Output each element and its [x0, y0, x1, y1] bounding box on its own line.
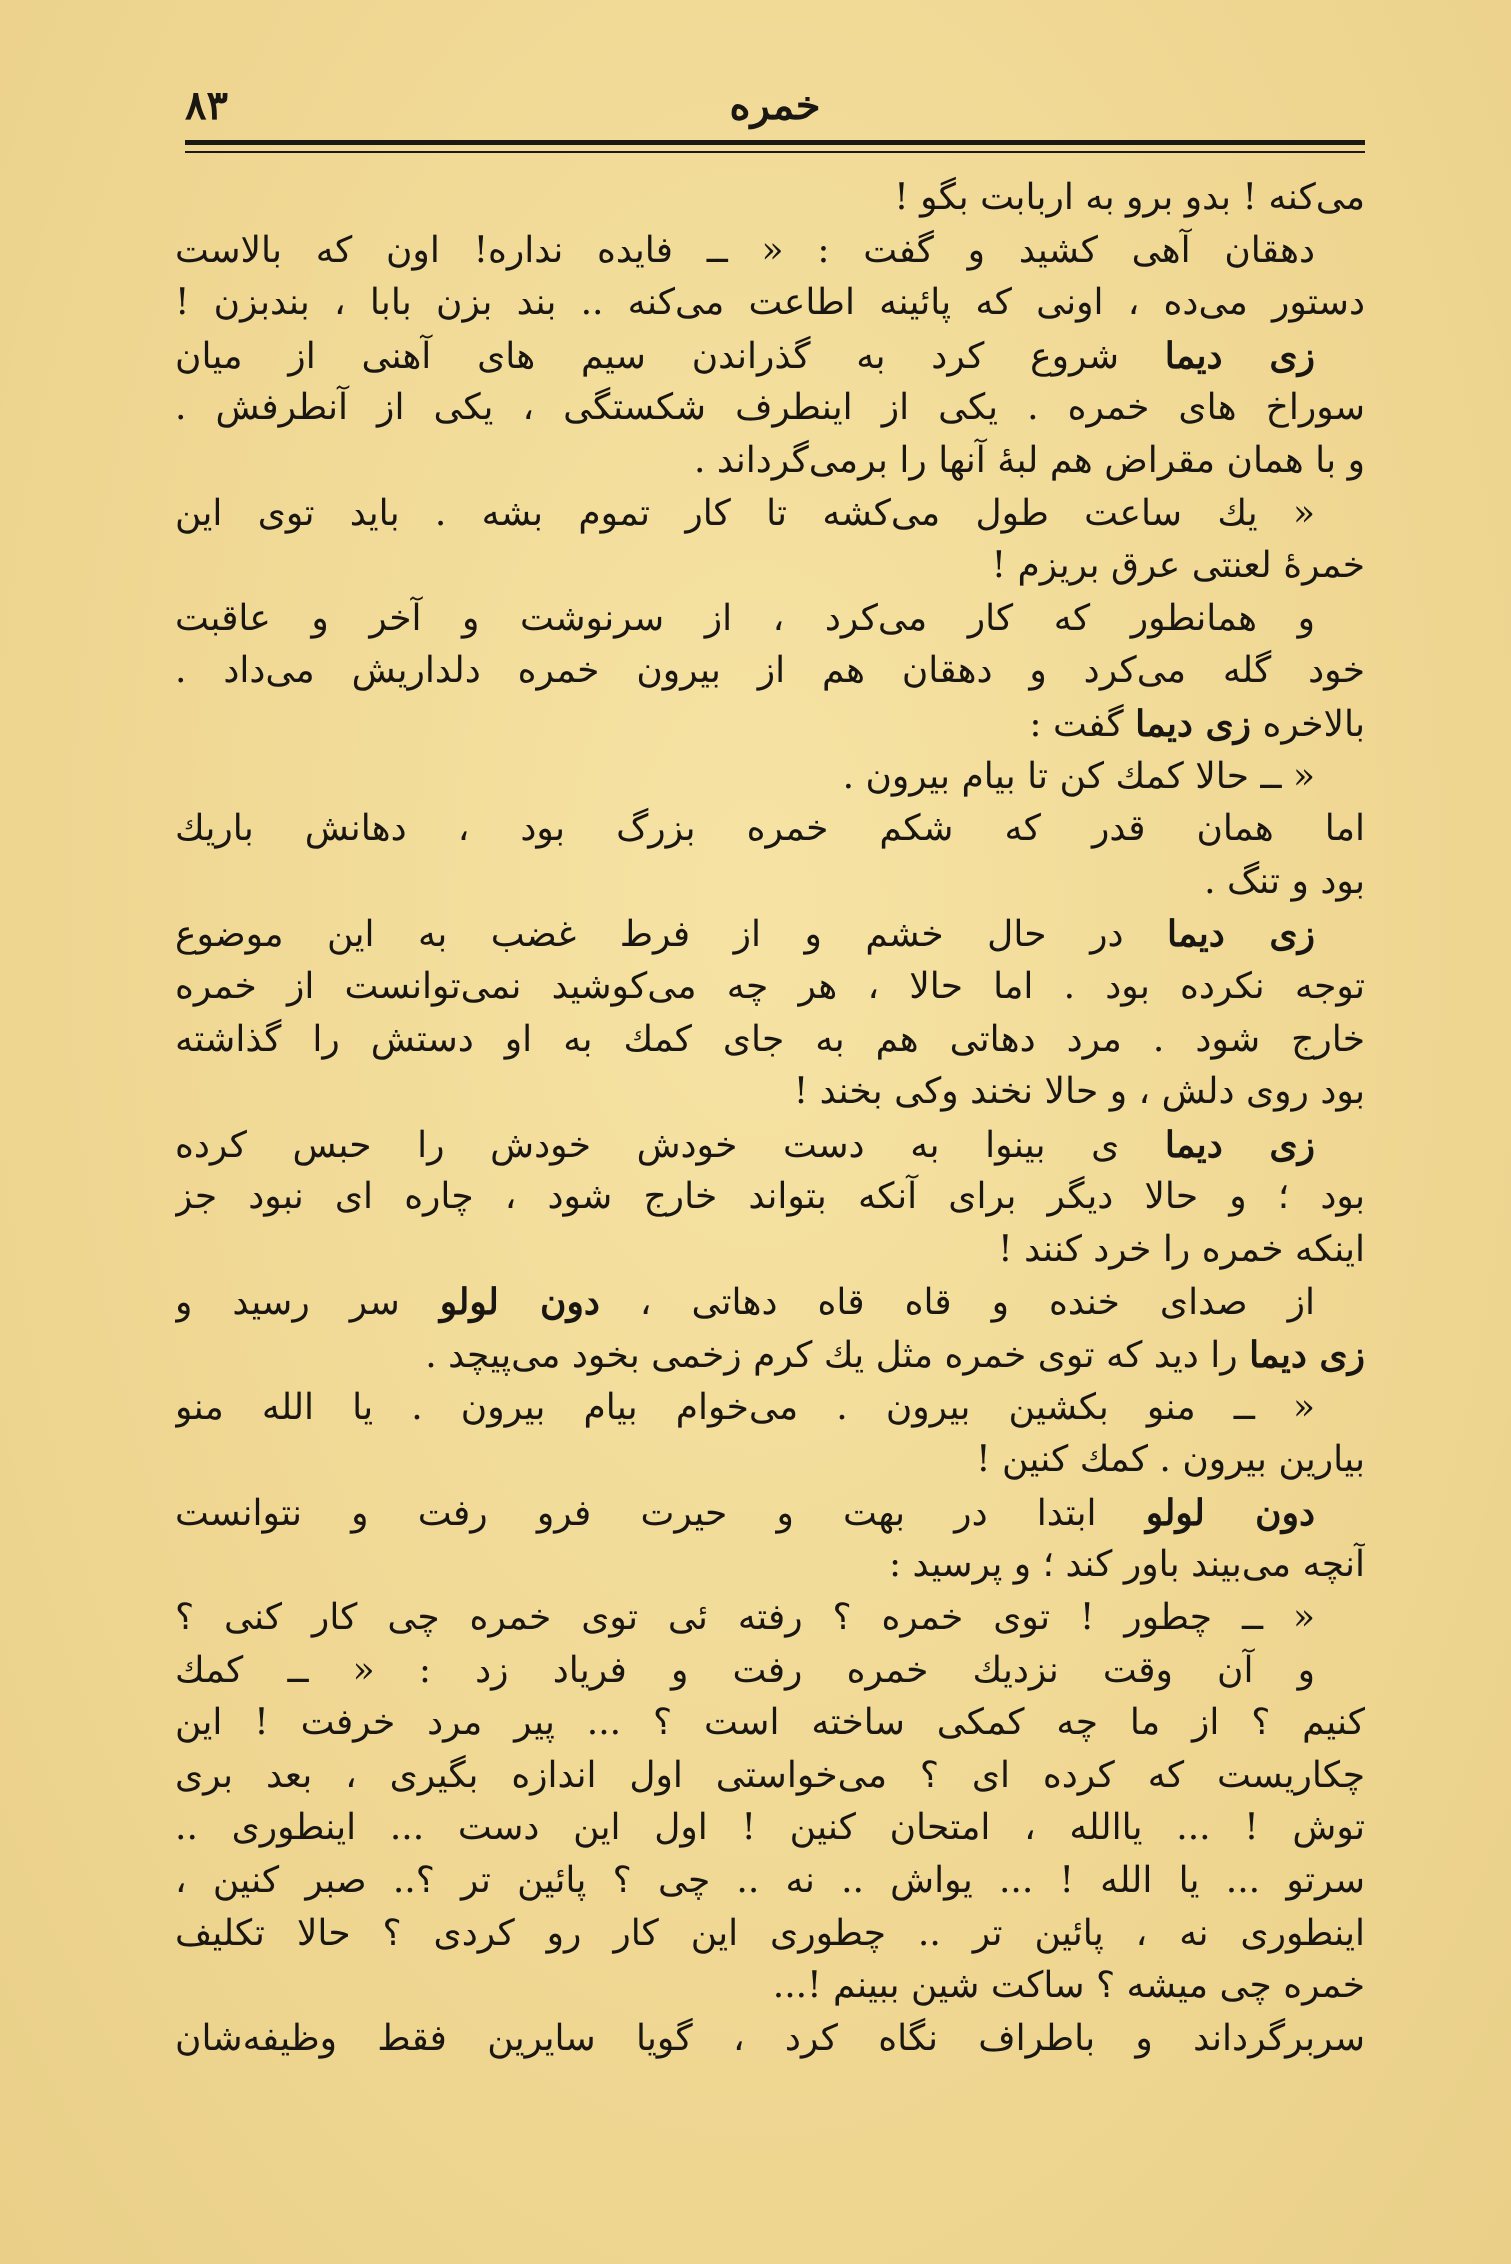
- text-line: کنیم ؟ از ما چه کمکی ساخته است ؟ ... پیر مرد خرفت ! این: [175, 1702, 1365, 1744]
- text-line: [175, 330, 1365, 383]
- text-line-part: سر رسید و: [175, 1282, 400, 1324]
- text-line-part: در حال خشم و از فرط غضب به این موضوع: [175, 914, 1124, 956]
- text-line: و همانطور که کار می‌کرد ، از سرنوشت و آخر و عاقبت: [175, 597, 1315, 639]
- text-line: دستور می‌ده ، اونی که پائینه اطاعت می‌کنه .. بند بزن بابا ، بندبزن !: [175, 282, 1365, 324]
- text-line: [175, 1276, 1365, 1329]
- text-line: [175, 1487, 1365, 1540]
- text-line-part: شروع کرد به گذراندن سیم های آهنی از میان: [175, 335, 1119, 377]
- text-line: می‌کنه ! بدو برو به اربابت بگو !: [894, 177, 1365, 218]
- text-line: بود روی دلش ، و حالا نخند وکی بخند !: [793, 1071, 1365, 1113]
- text-line: بود ؛ و حالا دیگر برای آنکه بتواند خارج شود ، چاره ای نبود جز: [175, 1176, 1365, 1218]
- character-name: زی دیما: [1167, 913, 1315, 956]
- text-line-part: گفت :: [1029, 703, 1124, 745]
- text-line: سرتو ... یا الله ! ... یواش .. نه .. چی ؟ پائین تر ؟.. صبر کنین ،: [175, 1860, 1365, 1901]
- text-line: آنچه می‌بیند باور کند ؛ و پرسید :: [888, 1544, 1365, 1586]
- text-line: سوراخ های خمره . یکی از اینطرف شکستگی ، یکی از آنطرفش .: [175, 387, 1365, 429]
- text-line: توجه نکرده بود . اما حالا ، هر چه می‌کوشید نمی‌توانست از خمره: [175, 965, 1365, 1007]
- body-text: [175, 172, 1365, 2065]
- running-title: خمره: [729, 82, 821, 129]
- text-line-part: ابتدا در بهت و حیرت فرو رفت و نتوانست: [175, 1492, 1097, 1534]
- character-name: زی دیما: [1164, 334, 1315, 377]
- text-line: اینطوری نه ، پائین تر .. چطوری این کار رو کردی ؟ حالا تکلیف: [175, 1912, 1365, 1954]
- text-line: و آن وقت نزدیك خمره رفت و فریاد زد : « ــ کمك: [175, 1649, 1315, 1691]
- text-line: دهقان آهی کشید و گفت : « ــ فایده نداره! اون که بالاست: [175, 229, 1315, 271]
- header-rule-thick: [185, 140, 1365, 145]
- character-name: زی دیما: [1249, 1334, 1365, 1377]
- text-line: [175, 1329, 1365, 1382]
- text-line: توش ! ... یاالله ، امتحان کنین ! اول این دست ... اینطوری ..: [175, 1807, 1365, 1849]
- text-line: « ــ چطور ! توی خمره ؟ رفته ئی توی خمره چی کار کنی ؟: [175, 1597, 1315, 1639]
- text-line: [175, 908, 1365, 961]
- text-line: « ــ حالا کمك کن تا بیام بیرون .: [842, 755, 1315, 797]
- text-line-part: ی بینوا به دست خودش خودش را حبس کرده: [175, 1124, 1120, 1166]
- text-line: بیارین بیرون . کمك کنین !: [976, 1439, 1365, 1481]
- text-line: خارج شود . مرد دهاتی هم به جای کمك به او دستش را گذاشته: [175, 1018, 1365, 1060]
- text-line: [175, 1119, 1365, 1172]
- text-line: خود گله می‌کرد و دهقان هم از بیرون خمره دلداریش می‌داد .: [175, 650, 1365, 692]
- text-line-part: از صدای خنده و قاه قاه دهاتی ،: [639, 1282, 1315, 1324]
- text-line: و با همان مقراض هم لبهٔ آنها را برمی‌گرداند .: [693, 439, 1365, 481]
- page-number: ۸۳: [185, 82, 228, 129]
- text-line: [175, 698, 1365, 751]
- character-name: زی دیما: [1164, 1123, 1315, 1166]
- text-line: خمرهٔ لعنتی عرق بریزم !: [991, 545, 1365, 587]
- text-line: « ــ منو بکشین بیرون . می‌خوام بیام بیرون . یا الله منو: [175, 1386, 1315, 1428]
- header-rule-thin: [185, 151, 1365, 153]
- page-header: [185, 82, 1365, 132]
- text-line-part: را دید که توی خمره مثل یك کرم زخمی بخود می‌پیچد .: [425, 1335, 1238, 1377]
- text-line: بود و تنگ .: [1204, 860, 1365, 902]
- text-line: « یك ساعت طول می‌کشه تا کار تموم بشه . باید توی این: [175, 492, 1315, 534]
- text-line-part: بالاخره: [1262, 703, 1365, 745]
- text-line: خمره چی میشه ؟ ساکت شین ببینم !...: [772, 1965, 1365, 2007]
- text-line: اما همان قدر که شکم خمره بزرگ بود ، دهانش باریك: [175, 808, 1365, 850]
- character-name: دون لولو: [1145, 1491, 1315, 1534]
- text-line: اینکه خمره را خرد کنند !: [998, 1228, 1365, 1270]
- character-name: زی دیما: [1135, 702, 1252, 745]
- text-line: سربرگرداند و باطراف نگاه کرد ، گویا سایرین فقط وظیفه‌شان: [175, 2017, 1365, 2059]
- character-name: دون لولو: [439, 1281, 600, 1324]
- text-line: چکاریست که کرده ای ؟ می‌خواستی اول اندازه بگیری ، بعد بری: [175, 1754, 1365, 1796]
